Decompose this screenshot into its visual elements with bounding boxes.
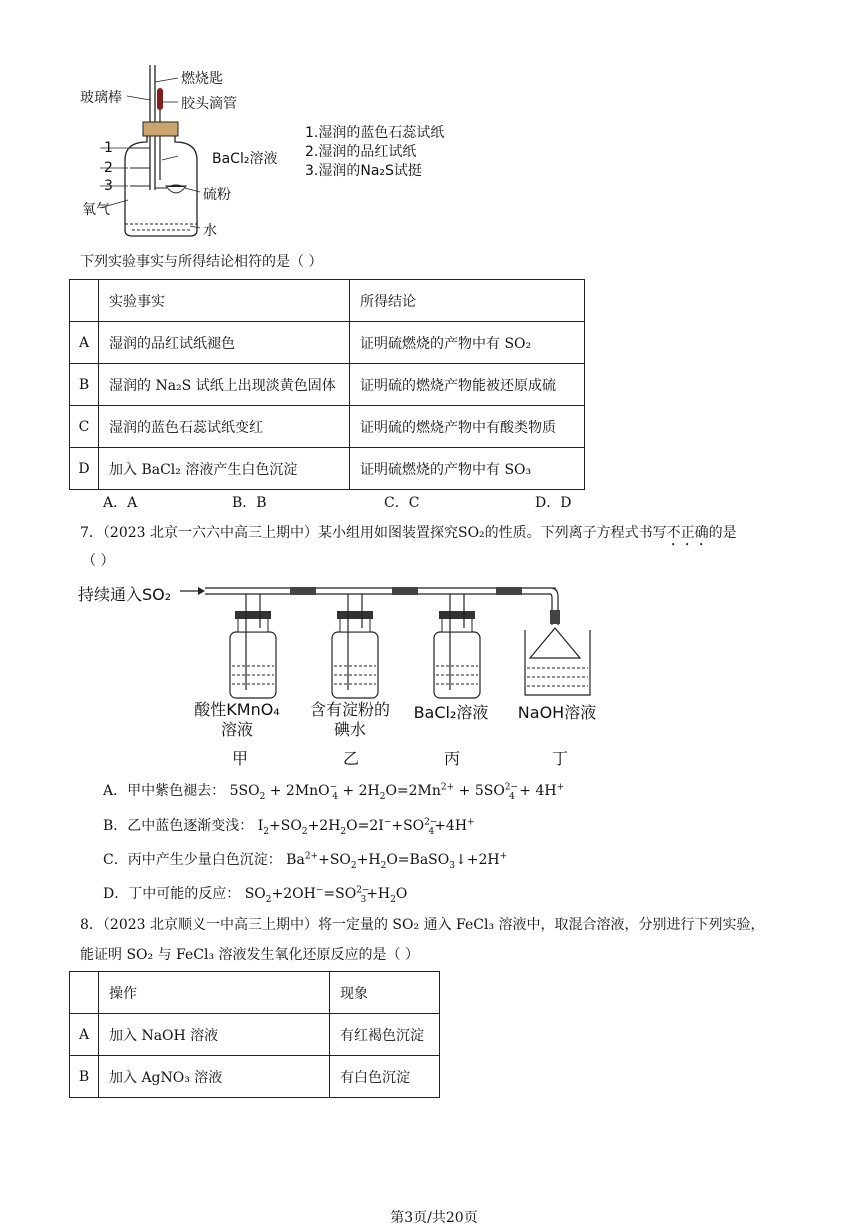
sulfur-label: 硫粉 <box>203 187 231 203</box>
q7-option-a[interactable] <box>103 780 564 802</box>
bottle-2-name: 乙 <box>343 749 360 768</box>
bottle-3-name: 丙 <box>444 749 461 768</box>
table-header-row <box>70 280 585 322</box>
row-label: A <box>70 1014 99 1056</box>
bottle-1-label <box>192 700 282 740</box>
water-label: 水 <box>203 223 217 239</box>
strip-2-label: 2 <box>104 160 113 176</box>
table-row <box>70 322 585 364</box>
spoon-label: 燃烧匙 <box>181 71 223 87</box>
header-cell: 所得结论 <box>350 280 585 322</box>
row-label: C <box>70 406 99 448</box>
legend-item: 2.湿润的品红试纸 <box>305 144 417 160</box>
gas-inlet-label: 持续通入SO₂ <box>78 585 172 604</box>
strip-3-label: 3 <box>104 178 113 194</box>
table-row <box>70 448 585 490</box>
option-text: C．丙中产生少量白色沉淀： <box>103 852 282 868</box>
q6-stem: 下列实验事实与所得结论相符的是（ ） <box>80 254 323 270</box>
bottle-3-label: BaCl₂溶液 <box>413 703 489 722</box>
bacl2-label: BaCl₂溶液 <box>212 151 278 167</box>
beaker-name: 丁 <box>552 749 569 768</box>
option-text: B．乙中蓝色逐渐变浅： <box>103 818 254 834</box>
q7-option-c[interactable] <box>103 849 507 871</box>
header-cell: 实验事实 <box>99 280 350 322</box>
q7-stem-text: 7．（2023 北京一六六中高三上期中）某小组用如图装置探究SO₂的性质。下列离子方程式书写 <box>80 525 667 541</box>
four-bottle-apparatus <box>180 580 600 705</box>
equation: $5SO_2 + 2MnO^-_4 + 2H_2O=2Mn^{2+} + 5SO^{2-}_4 + 4H^+$ <box>229 782 565 802</box>
header-cell <box>70 280 99 322</box>
bottle-2-reagent: 含有淀粉的 <box>309 700 390 719</box>
table-header-row <box>70 972 440 1014</box>
equation: $Ba^{2+}+SO_2+H_2O=BaSO_3↓+2H^+$ <box>286 851 508 871</box>
table-row <box>70 406 585 448</box>
q7-option-d[interactable] <box>103 883 407 905</box>
q6-option-b[interactable]: B．B <box>232 495 267 511</box>
q6-option-a[interactable]: A．A <box>103 495 138 511</box>
table-row <box>70 1056 440 1098</box>
legend-item: 1.湿润的蓝色石蕊试纸 <box>305 125 445 141</box>
conclusion-cell: 证明硫的燃烧产物中有酸类物质 <box>350 406 585 448</box>
q7-stem-tail: 的是 <box>708 525 737 541</box>
conclusion-cell: 证明硫燃烧的产物中有 SO₂ <box>350 322 585 364</box>
fact-cell: 湿润的蓝色石蕊试纸变红 <box>99 406 350 448</box>
header-cell: 现象 <box>330 972 440 1014</box>
q8-stem-line2: 能证明 SO₂ 与 FeCl₃ 溶液发生氧化还原反应的是（ ） <box>80 947 419 963</box>
page-footer: 第3页/共20页 <box>390 1210 478 1226</box>
legend-item: 3.湿润的Na₂S试挺 <box>305 163 422 179</box>
fact-cell: 加入 BaCl₂ 溶液产生白色沉淀 <box>99 448 350 490</box>
phenomenon-cell: 有红褐色沉淀 <box>330 1014 440 1056</box>
q8-stem-line1: 8．（2023 北京顺义一中高三上期中）将一定量的 SO₂ 通入 FeCl₃ 溶液中，取混合溶液，分别进行下列实验， <box>80 917 765 933</box>
q7-stem <box>80 522 737 549</box>
bottle-2-reagent-line2: 碘水 <box>333 720 366 739</box>
fact-cell: 湿润的品红试纸褪色 <box>99 322 350 364</box>
dropper-label: 胶头滴管 <box>181 96 237 112</box>
bottle-1-reagent: 酸性KMnO₄ <box>194 700 280 719</box>
option-text: A．甲中紫色褪去： <box>103 783 226 799</box>
table-row <box>70 1014 440 1056</box>
q6-option-c[interactable]: C．C <box>384 495 420 511</box>
q7-option-b[interactable] <box>103 815 475 837</box>
oxygen-label: 氧气 <box>82 202 110 218</box>
glass-rod-label: 玻璃棒 <box>80 90 122 106</box>
row-label: D <box>70 448 99 490</box>
strip-legend <box>305 124 444 181</box>
phenomenon-cell: 有白色沉淀 <box>330 1056 440 1098</box>
option-text: D．丁中可能的反应： <box>103 886 241 902</box>
bottle-1-reagent-line2: 溶液 <box>220 720 253 739</box>
header-cell <box>70 972 99 1014</box>
strip-1-label: 1 <box>104 140 113 156</box>
q7-stem-line2: （ ） <box>82 553 115 569</box>
header-cell: 操作 <box>99 972 330 1014</box>
fact-cell: 湿润的 Na₂S 试纸上出现淡黄色固体 <box>99 364 350 406</box>
row-label: A <box>70 322 99 364</box>
row-label: B <box>70 364 99 406</box>
conclusion-cell: 证明硫的燃烧产物能被还原成硫 <box>350 364 585 406</box>
conclusion-cell: 证明硫燃烧的产物中有 SO₃ <box>350 448 585 490</box>
bottle-2-label <box>300 700 400 740</box>
equation: $SO_2+2OH^-=SO^{2-}_3+H_2O$ <box>244 885 408 905</box>
bottle-1-name: 甲 <box>232 749 249 768</box>
q7-stem-emphasis: 不正确 <box>666 525 709 541</box>
q8-table <box>69 971 440 1098</box>
beaker-label: NaOH溶液 <box>517 703 597 722</box>
operation-cell: 加入 AgNO₃ 溶液 <box>99 1056 330 1098</box>
q6-table <box>69 279 585 490</box>
equation: $I_2+SO_2+2H_2O=2I^-+SO^{2-}_4+4H^+$ <box>257 817 475 837</box>
q6-option-d[interactable]: D．D <box>535 495 572 511</box>
operation-cell: 加入 NaOH 溶液 <box>99 1014 330 1056</box>
table-row <box>70 364 585 406</box>
row-label: B <box>70 1056 99 1098</box>
